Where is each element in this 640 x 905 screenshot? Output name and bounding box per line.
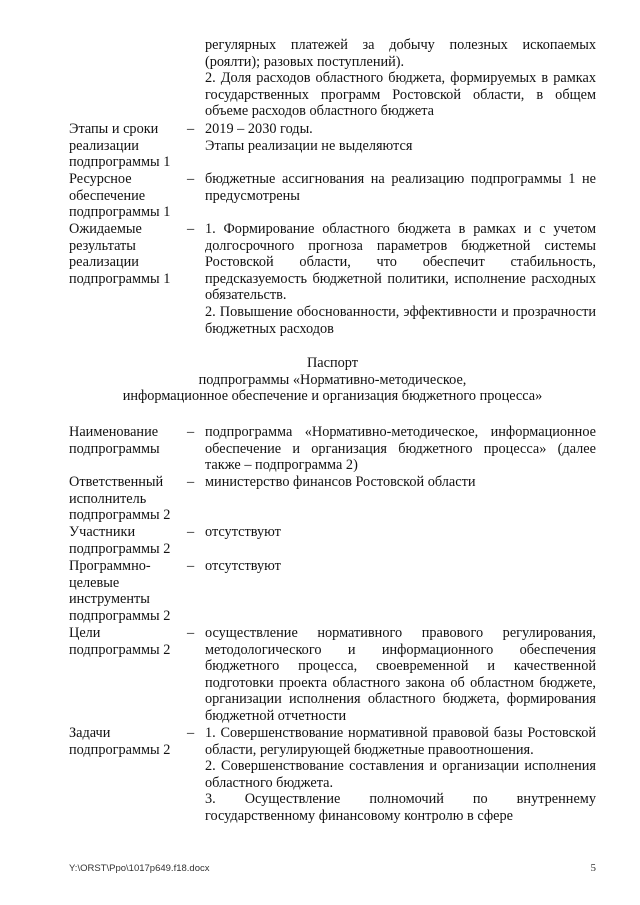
dash: – (187, 524, 195, 540)
dash: – (187, 725, 195, 741)
paragraph: 2. Доля расходов областного бюджета, формируемых в рамках государственных программ Ростовской области, в общем объеме расходов областного бюджета (205, 70, 596, 120)
tasks-text (205, 725, 596, 825)
paragraph: 2. Повышение обоснованности, эффективности и прозрачности бюджетных расходов (205, 303, 596, 337)
results-text (205, 221, 596, 337)
paragraph: 1. Формирование областного бюджета в рамках и с учетом долгосрочного прогноза параметров бюджетной системы Ростовской области, что обеспечит стабильность, предсказуемость бюджетной политики, исполнение расходных обязательств. (205, 221, 596, 304)
paragraph: 2019 – 2030 годы. (205, 121, 313, 137)
paragraph: отсутствуют (205, 524, 281, 540)
passport-title: Паспорт (306, 355, 359, 371)
stages-label: Этапы и сроки реализации подпрограммы 1 (69, 121, 171, 171)
dash: – (187, 171, 195, 187)
paragraph: бюджетные ассигнования на реализацию подпрограммы 1 не предусмотрены (205, 171, 596, 204)
tasks-label: Задачи подпрограммы 2 (69, 725, 171, 758)
passport-subtitle-line2: информационное обеспечение и организация бюджетного процесса» (122, 388, 543, 404)
dash: – (187, 121, 195, 137)
passport-subtitle-line1: подпрограммы «Нормативно-методическое, (198, 372, 467, 388)
paragraph: 3. Осуществление полномочий по внутреннему государственному финансовому контролю в сфере (205, 791, 596, 824)
participants-label: Участники подпрограммы 2 (69, 524, 171, 557)
executor-text (205, 474, 596, 491)
goals-text (205, 625, 596, 725)
paragraph: 1. Совершенствование нормативной правовой базы Ростовской области, регулирующей бюджетные правоотношения. (205, 725, 596, 758)
paragraph: регулярных платежей за добычу полезных ископаемых (роялти); разовых поступлений). (205, 37, 596, 70)
name-text (205, 424, 596, 474)
paragraph: отсутствуют (205, 558, 281, 574)
dash: – (187, 474, 195, 490)
resources-text (205, 171, 596, 204)
dash: – (187, 424, 195, 440)
resources-label: Ресурсное обеспечение подпрограммы 1 (69, 171, 171, 221)
tools-text (205, 558, 596, 575)
paragraph: подпрограмма «Нормативно-методическое, информационное обеспечение и организация бюджетного процесса» (далее также – подпрограмма 2) (205, 424, 596, 474)
dash: – (187, 221, 195, 237)
executor-label: Ответственный исполнитель подпрограммы 2 (69, 474, 171, 524)
dash: – (187, 625, 195, 641)
goals-label: Цели подпрограммы 2 (69, 625, 171, 658)
top-continuation-text (205, 37, 596, 120)
page-number: 5 (590, 862, 596, 874)
footer-file-path: Y:\ORST\Ppo\1017p649.f18.docx (69, 863, 210, 874)
stages-text (205, 121, 596, 154)
paragraph: 2. Совершенствование составления и организации исполнения областного бюджета. (205, 758, 596, 791)
dash: – (187, 558, 195, 574)
name-label: Наименование подпрограммы (69, 424, 160, 457)
paragraph: Этапы реализации не выделяются (205, 137, 413, 154)
results-label: Ожидаемые результаты реализации подпрограммы 1 (69, 221, 171, 287)
tools-label: Программно- целевые инструменты подпрограммы 2 (69, 558, 171, 624)
paragraph: министерство финансов Ростовской области (205, 474, 476, 490)
paragraph: осуществление нормативного правового регулирования, методологического и информационного обеспечения бюджетного процесса, своевременной и качественной подготовки проекта областного закона об областном бюджете, организации исполнения областного бюджета, формирования бюджетной отчетности (205, 625, 596, 724)
participants-text (205, 524, 596, 541)
